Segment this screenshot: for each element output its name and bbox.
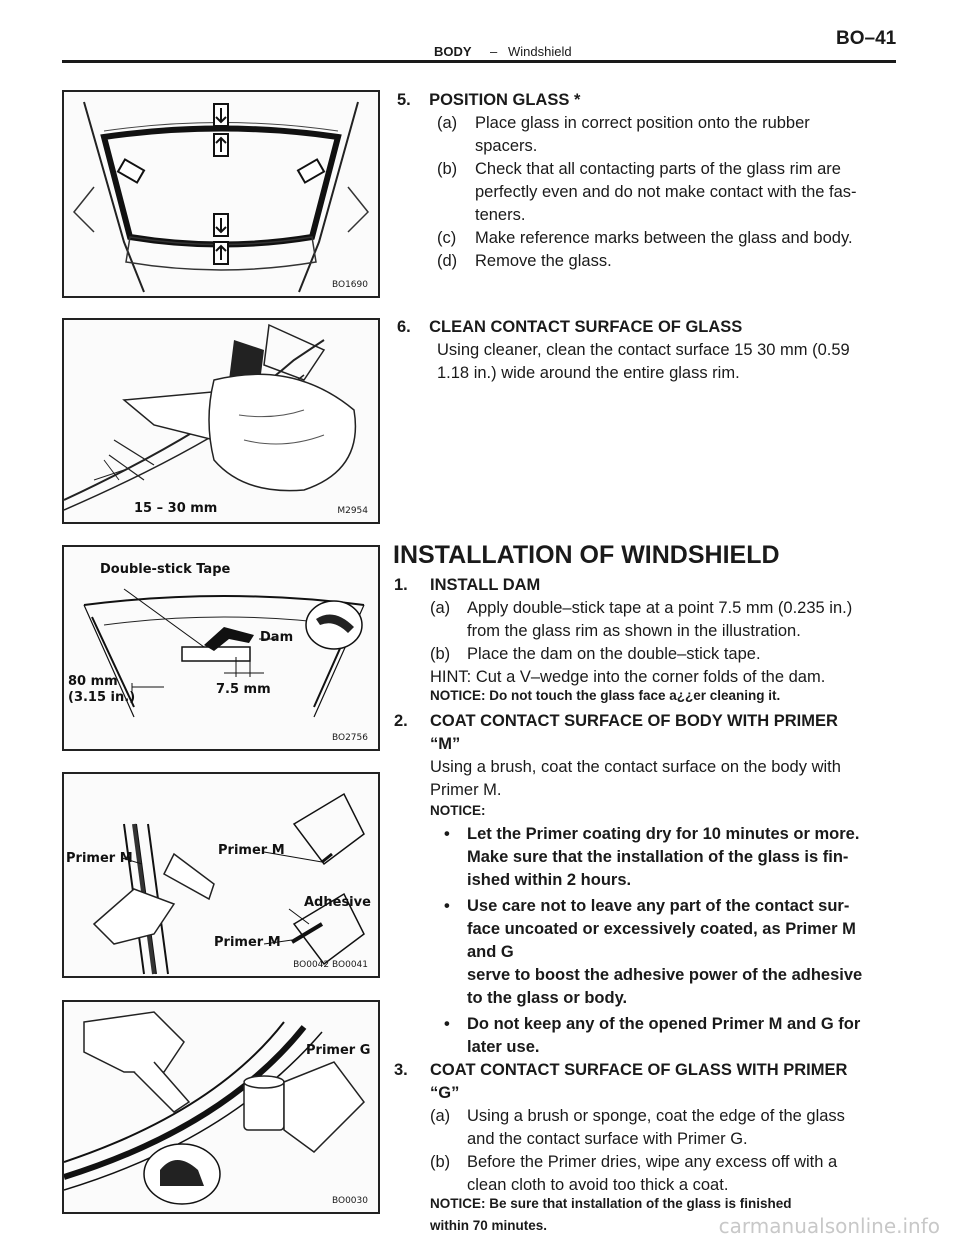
bullet-1-line3: ished within 2 hours. — [467, 871, 632, 889]
install-step-1-b-line1: Place the dam on the double–stick tape. — [467, 645, 761, 663]
bullet-1-line2: Make sure that the installation of the glass is fin- — [467, 848, 849, 866]
figure-code: M2954 — [337, 506, 368, 516]
figure-code: BO0030 — [331, 1196, 368, 1206]
step-5-c-mark: (c) — [437, 229, 457, 247]
install-step-3-notice-line1: NOTICE: Be sure that installation of the glass is finished — [430, 1196, 792, 1211]
figure-primer-g — [62, 1000, 380, 1214]
install-step-2-line2: Primer M. — [430, 781, 502, 799]
primer-m-top-label: Primer M — [218, 843, 285, 858]
adhesive-label: Adhesive — [304, 895, 371, 910]
bullet-1-marker: • — [444, 825, 450, 843]
figure-windshield-position — [62, 90, 380, 298]
header-section: BODY — [434, 44, 472, 59]
install-step-3-title-line1: COAT CONTACT SURFACE OF GLASS WITH PRIMER — [430, 1061, 848, 1079]
install-step-3-b-line1: Before the Primer dries, wipe any excess off with a — [467, 1153, 838, 1171]
step-5-a-line2: spacers. — [475, 137, 538, 155]
install-step-2-notice: NOTICE: — [430, 803, 486, 818]
install-step-3-number: 3. — [394, 1061, 408, 1079]
primer-m-illustration — [64, 774, 378, 976]
figure-primer-m — [62, 772, 380, 978]
install-step-3-b-line2: clean cloth to avoid too thick a coat. — [467, 1176, 729, 1194]
step-6-line1: Using cleaner, clean the contact surface 15 30 mm (0.59 — [437, 341, 850, 359]
install-step-1-b-mark: (b) — [430, 645, 451, 663]
tape-label: Double-stick Tape — [100, 562, 231, 577]
step-5-b-line1: Check that all contacting parts of the glass rim are — [475, 160, 841, 178]
install-step-2-title-line2: “M” — [430, 735, 461, 753]
step-5-d-mark: (d) — [437, 252, 458, 270]
install-step-2-title-line1: COAT CONTACT SURFACE OF BODY WITH PRIMER — [430, 712, 838, 730]
step-6-line2: 1.18 in.) wide around the entire glass rim. — [437, 364, 740, 382]
dimension-label: 15 – 30 mm — [134, 501, 218, 516]
width-label: 80 mm — [68, 674, 118, 689]
header-rule — [62, 60, 896, 63]
primer-m-bottom-label: Primer M — [214, 935, 281, 950]
step-5-b-line2: perfectly even and do not make contact with the fas- — [475, 183, 857, 201]
figure-code: BO1690 — [331, 280, 368, 290]
bullet-2-line5: to the glass or body. — [467, 989, 628, 1007]
installation-heading: INSTALLATION OF WINDSHIELD — [393, 541, 780, 569]
header-subsection: Windshield — [508, 44, 572, 59]
bullet-2-line3: and G — [467, 943, 514, 961]
dam-label: Dam — [260, 630, 294, 645]
install-step-1-hint: HINT: Cut a V–wedge into the corner folds of the dam. — [430, 668, 826, 686]
step-5-title: 5. POSITION GLASS * — [397, 91, 581, 109]
step-5-b-mark: (b) — [437, 160, 458, 178]
distance-label: 7.5 mm — [216, 682, 271, 697]
figure-install-dam — [62, 545, 380, 751]
figure-code: BO2756 — [331, 733, 368, 743]
install-step-1-notice: NOTICE: Do not touch the glass face a¿¿er cleaning it. — [430, 688, 781, 703]
bullet-1-line1: Let the Primer coating dry for 10 minutes or more. — [467, 825, 860, 843]
bullet-2-line2: face uncoated or excessively coated, as Primer M — [467, 920, 856, 938]
clean-glass-illustration — [64, 320, 378, 522]
bullet-2-line4: serve to boost the adhesive power of the adhesive — [467, 966, 863, 984]
header-separator: – — [490, 44, 498, 59]
install-step-3-title-line2: “G” — [430, 1084, 460, 1102]
step-5-b-line3: teners. — [475, 206, 526, 224]
install-step-3-notice-line2: within 70 minutes. — [430, 1218, 548, 1233]
bullet-2-marker: • — [444, 897, 450, 915]
step-5-a-line1: Place glass in correct position onto the rubber — [475, 114, 810, 132]
bullet-3-marker: • — [444, 1015, 450, 1033]
bullet-3-line2: later use. — [467, 1038, 540, 1056]
install-step-1-a-line2: from the glass rim as shown in the illustration. — [467, 622, 801, 640]
install-dam-illustration — [64, 547, 378, 749]
install-step-3-b-mark: (b) — [430, 1153, 451, 1171]
install-step-1-a-mark: (a) — [430, 599, 451, 617]
primer-m-left-label: Primer M — [66, 851, 133, 866]
watermark: carmanualsonline.info — [718, 1214, 940, 1238]
primer-g-label: Primer G — [306, 1043, 371, 1058]
install-step-1-number: 1. — [394, 576, 408, 594]
install-step-1-title: INSTALL DAM — [430, 576, 541, 594]
install-step-3-a-line2: and the contact surface with Primer G. — [467, 1130, 748, 1148]
step-5-c-line1: Make reference marks between the glass and body. — [475, 229, 853, 247]
windshield-position-illustration — [64, 92, 378, 296]
page-code: BO–41 — [836, 28, 897, 49]
step-5-d-line1: Remove the glass. — [475, 252, 612, 270]
install-step-3-a-mark: (a) — [430, 1107, 451, 1125]
bullet-2-line1: Use care not to leave any part of the contact sur- — [467, 897, 850, 915]
step-6-title: 6. CLEAN CONTACT SURFACE OF GLASS — [397, 318, 743, 336]
install-step-1-a-line1: Apply double–stick tape at a point 7.5 mm (0.235 in.) — [467, 599, 853, 617]
primer-g-illustration — [64, 1002, 378, 1212]
install-step-2-number: 2. — [394, 712, 408, 730]
figure-code: BO0042 BO0041 — [293, 960, 368, 970]
step-5-a-mark: (a) — [437, 114, 458, 132]
width-label-inch: (3.15 in.) — [68, 690, 136, 705]
install-step-3-a-line1: Using a brush or sponge, coat the edge of the glass — [467, 1107, 845, 1125]
figure-clean-glass — [62, 318, 380, 524]
install-step-2-line1: Using a brush, coat the contact surface on the body with — [430, 758, 841, 776]
bullet-3-line1: Do not keep any of the opened Primer M and G for — [467, 1015, 861, 1033]
